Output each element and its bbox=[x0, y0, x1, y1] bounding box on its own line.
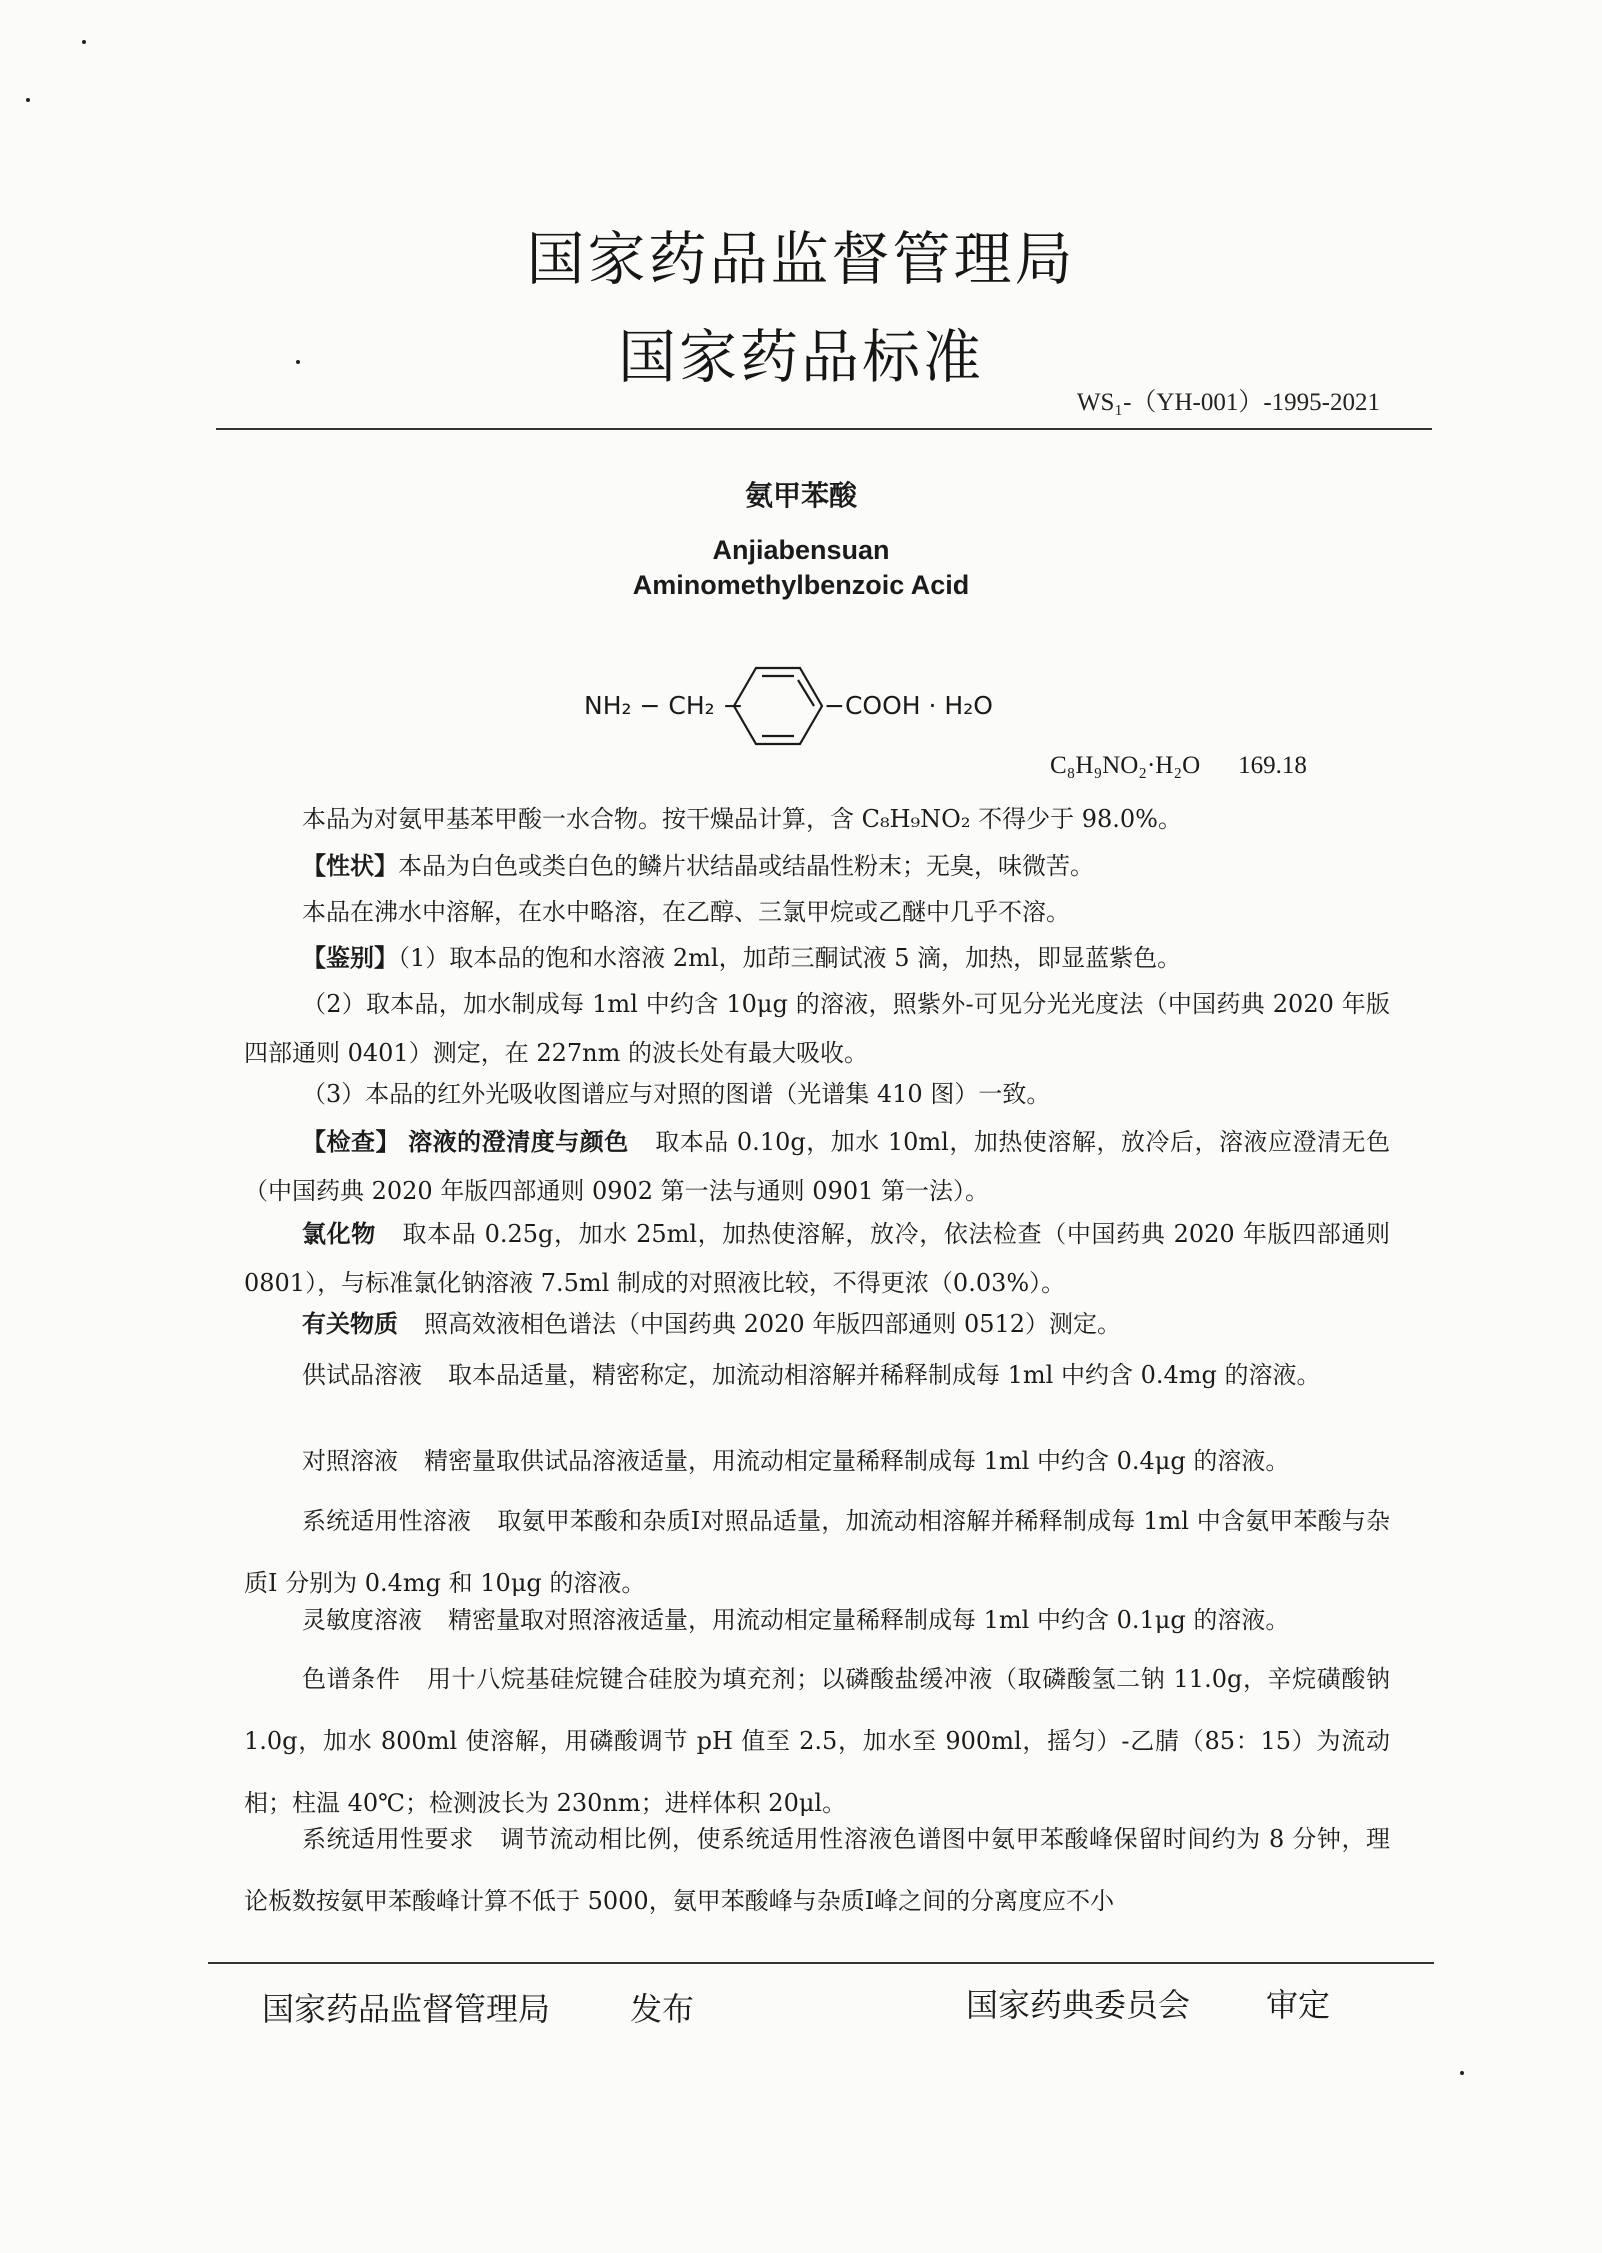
related-substances-text: 照高效液相色谱法（中国药典 2020 年版四部通则 0512）测定。 bbox=[424, 1310, 1122, 1338]
structure-right-group: −COOH · H₂O bbox=[824, 691, 993, 720]
solubility-paragraph bbox=[244, 888, 1390, 937]
scan-speck bbox=[82, 40, 86, 44]
standard-code: WS₁-（YH-001）-1995-2021 bbox=[1076, 389, 1380, 416]
benzene-ring bbox=[734, 668, 822, 744]
test-solution-text: 取本品适量，精密称定，加流动相溶解并稀释制成每 1ml 中约含 0.4mg 的溶液。 bbox=[448, 1361, 1321, 1389]
reference-solution-paragraph bbox=[244, 1437, 1390, 1486]
header-agency: 国家药品监督管理局 bbox=[526, 225, 1076, 293]
chromatography-text: 用十八烷基硅烷键合硅胶为填充剂；以磷酸盐缓冲液（取磷酸氢二钠 11.0g，辛烷磺酸钠 1.0g，加水 800ml 使溶解，用磷酸调节 pH 值至 2.5，加水至 900ml，摇匀）-乙腈（85：15）为流动相；柱温 40℃；检测波长为 230nm；进样体积 20μl。 bbox=[244, 1665, 1390, 1817]
footer-reviewer-action: 审定 bbox=[1266, 1986, 1331, 2024]
reference-solution-text: 精密量取供试品溶液适量，用流动相定量稀释制成每 1ml 中约含 0.4μg 的溶液。 bbox=[424, 1447, 1290, 1475]
section-label-description: 【性状】 bbox=[302, 852, 398, 880]
sensitivity-solution-label: 灵敏度溶液 bbox=[302, 1606, 422, 1634]
sensitivity-solution-text: 精密量取对照溶液适量，用流动相定量稀释制成每 1ml 中约含 0.1μg 的溶液。 bbox=[448, 1606, 1290, 1634]
molecular-formula: C₈H₉NO₂·H₂O bbox=[1050, 752, 1201, 779]
system-suitability-solution-label: 系统适用性溶液 bbox=[302, 1507, 472, 1535]
sensitivity-solution-paragraph bbox=[244, 1596, 1390, 1645]
test-solution-paragraph bbox=[244, 1344, 1390, 1406]
identification-2-text: （2）取本品，加水制成每 1ml 中约含 10μg 的溶液，照紫外-可见分光光度法（中国药典 2020 年版四部通则 0401）测定，在 227nm 的波长处有最大吸收。 bbox=[244, 990, 1390, 1067]
identification-paragraph-3 bbox=[244, 1070, 1390, 1119]
chloride-paragraph bbox=[244, 1210, 1390, 1308]
solubility-text: 本品在沸水中溶解，在水中略溶，在乙醇、三氯甲烷或乙醚中几乎不溶。 bbox=[302, 898, 1070, 926]
system-suitability-solution-text: 取氨甲苯酸和杂质Ⅰ对照品适量，加流动相溶解并稀释制成每 1ml 中含氨甲苯酸与杂质Ⅰ 分别为 0.4mg 和 10μg 的溶液。 bbox=[244, 1507, 1390, 1597]
header-standard-title: 国家药品标准 bbox=[617, 323, 984, 391]
intro-paragraph bbox=[244, 795, 1390, 844]
section-label-tests: 【检查】 bbox=[302, 1128, 401, 1156]
identification-3-text: （3）本品的红外光吸收图谱应与对照的图谱（光谱集 410 图）一致。 bbox=[302, 1080, 1051, 1108]
section-label-identification: 【鉴别】 bbox=[302, 944, 398, 972]
footer-issuer: 国家药品监督管理局 bbox=[262, 1990, 551, 2028]
suitability-requirement-label: 系统适用性要求 bbox=[302, 1825, 474, 1853]
drug-title-pinyin: Anjiabensuan bbox=[712, 535, 890, 565]
chromatography-paragraph bbox=[244, 1648, 1390, 1834]
reference-solution-label: 对照溶液 bbox=[302, 1447, 398, 1475]
drug-title-chinese: 氨甲苯酸 bbox=[744, 479, 857, 512]
identification-paragraph-1 bbox=[244, 934, 1390, 983]
suitability-requirement-text: 调节流动相比例，使系统适用性溶液色谱图中氨甲苯酸峰保留时间约为 8 分钟，理论板数按氨甲苯酸峰计算不低于 5000，氨甲苯酸峰与杂质Ⅰ峰之间的分离度应不小 bbox=[244, 1825, 1390, 1915]
scan-speck bbox=[1460, 2071, 1464, 2075]
chloride-text: 取本品 0.25g，加水 25ml，加热使溶解，放冷，依法检查（中国药典 2020 年版四部通则 0801），与标准氯化钠溶液 7.5ml 制成的对照液比较，不得更浓（0.03%）。 bbox=[244, 1220, 1391, 1297]
footer-divider bbox=[208, 1962, 1434, 1964]
footer-issuer-action: 发布 bbox=[630, 1990, 695, 2028]
intro-text: 本品为对氨甲基苯甲酸一水合物。按干燥品计算，含 C₈H₉NO₂ 不得少于 98.0%。 bbox=[302, 805, 1182, 833]
suitability-requirement-paragraph bbox=[244, 1808, 1390, 1932]
description-text: 本品为白色或类白色的鳞片状结晶或结晶性粉末；无臭，味微苦。 bbox=[398, 852, 1094, 880]
structure-left-group: NH₂ − CH₂ − bbox=[584, 691, 744, 720]
identification-1-text: （1）取本品的饱和水溶液 2ml，加茚三酮试液 5 滴，加热，即显蓝紫色。 bbox=[398, 944, 1182, 972]
drug-title-english: Aminomethylbenzoic Acid bbox=[632, 570, 970, 600]
chloride-label: 氯化物 bbox=[302, 1220, 376, 1248]
related-substances-label: 有关物质 bbox=[302, 1310, 398, 1338]
scan-speck bbox=[26, 98, 30, 102]
header-divider bbox=[216, 428, 1432, 430]
clarity-text: 取本品 0.10g，加水 10ml，加热使溶解，放冷后，溶液应澄清无色（中国药典 2020 年版四部通则 0902 第一法与通则 0901 第一法）。 bbox=[244, 1128, 1390, 1205]
description-paragraph bbox=[244, 842, 1390, 891]
related-substances-paragraph bbox=[244, 1300, 1390, 1349]
clarity-label: 溶液的澄清度与颜色 bbox=[408, 1128, 629, 1156]
identification-paragraph-2 bbox=[244, 980, 1390, 1078]
molecular-formula-line bbox=[1050, 752, 1345, 780]
molecular-weight: 169.18 bbox=[1238, 752, 1307, 779]
test-clarity-paragraph bbox=[244, 1118, 1390, 1216]
footer-reviewer: 国家药典委员会 bbox=[966, 1986, 1191, 2024]
structural-formula bbox=[584, 650, 1044, 760]
chromatography-label: 色谱条件 bbox=[302, 1665, 401, 1693]
test-solution-label: 供试品溶液 bbox=[302, 1361, 422, 1389]
